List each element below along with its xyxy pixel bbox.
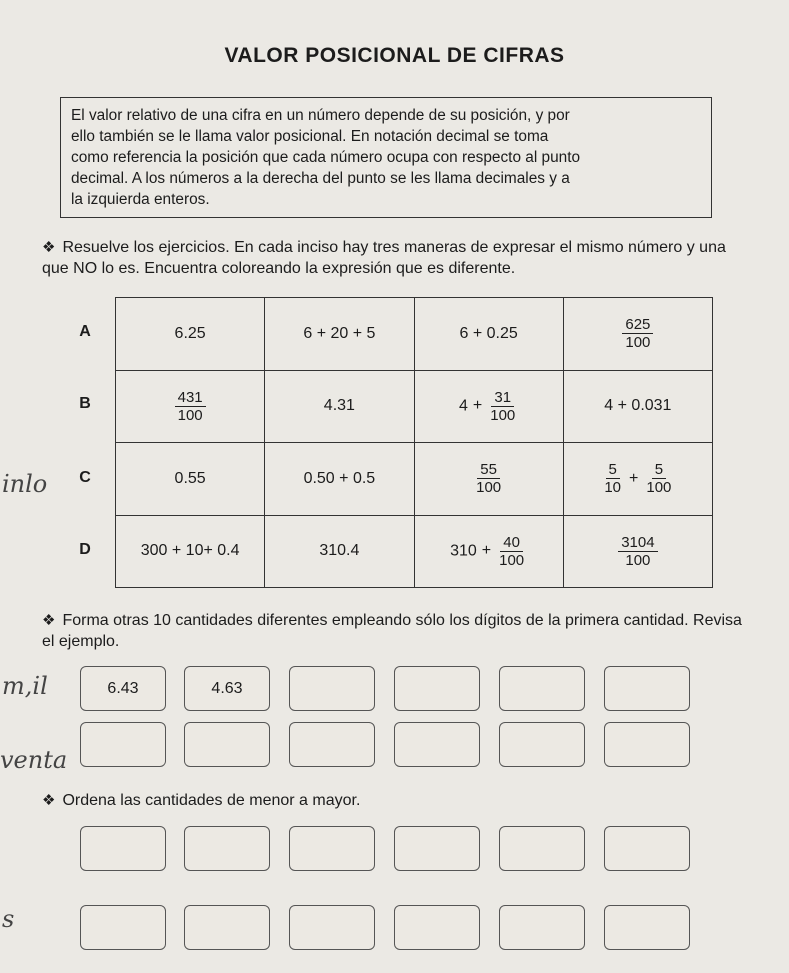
instruction-exercise-1: [42, 237, 742, 279]
margin-scribble: inlo: [2, 470, 48, 498]
order-box[interactable]: [184, 826, 270, 871]
fraction: $\frac{5}{10}$: [604, 461, 622, 497]
instruction-text: Resuelve los ejercicios. En cada inciso hay tres maneras de expresar el mismo número y una que NO lo es. Encuentra coloreando la expresión que es diferente.: [42, 239, 726, 277]
answer-box[interactable]: [394, 722, 480, 767]
grid-cell[interactable]: 310 + $\frac{40}{100}$: [414, 515, 563, 588]
intro-line: la izquierda enteros.: [71, 191, 210, 208]
fraction: $\frac{40}{100}$: [499, 533, 525, 569]
order-box[interactable]: [184, 905, 270, 950]
fraction: $\frac{431}{100}$: [175, 389, 206, 424]
intro-line: El valor relativo de una cifra en un número depende de su posición, y por: [71, 107, 570, 124]
grid-cell[interactable]: 300 + 10+ 0.4: [116, 515, 265, 588]
intro-line: ello también se le llama valor posicional. En notación decimal se toma: [71, 128, 549, 145]
grid-cell[interactable]: 310.4: [265, 515, 414, 588]
fraction: $\frac{31}{100}$: [490, 388, 516, 424]
order-box[interactable]: [499, 826, 585, 871]
instruction-exercise-3: [42, 790, 742, 811]
answer-box-example[interactable]: 4.63: [184, 666, 270, 711]
fraction: $\frac{3104}{100}$: [618, 534, 657, 569]
grid-cell[interactable]: 4 + 0.031: [563, 370, 712, 443]
grid-cell[interactable]: 4 + $\frac{31}{100}$: [414, 370, 563, 443]
answer-box[interactable]: [394, 666, 480, 711]
margin-scribble: m,il: [2, 672, 48, 700]
order-box[interactable]: [289, 826, 375, 871]
fraction: $\frac{55}{100}$: [476, 461, 502, 497]
intro-line: como referencia la posición que cada número ocupa con respecto al punto: [71, 149, 581, 166]
answer-box[interactable]: [80, 722, 166, 767]
grid-row-a: [116, 298, 713, 371]
grid-cell[interactable]: 0.55: [116, 443, 265, 516]
order-box[interactable]: [394, 826, 480, 871]
fraction: $\frac{5}{100}$: [646, 461, 672, 497]
instruction-text: Forma otras 10 cantidades diferentes empleando sólo los dígitos de la primera cantidad. Revisa el ejemplo.: [42, 612, 742, 650]
order-box[interactable]: [80, 905, 166, 950]
answer-box[interactable]: [184, 722, 270, 767]
answer-box[interactable]: [604, 722, 690, 767]
grid-cell[interactable]: [563, 515, 712, 588]
answer-box[interactable]: [289, 722, 375, 767]
grid-cell[interactable]: [563, 298, 712, 371]
grid-cell[interactable]: 0.50 + 0.5: [265, 443, 414, 516]
grid-cell[interactable]: 4.31: [265, 370, 414, 443]
order-box[interactable]: [394, 905, 480, 950]
grid-row-d: [116, 515, 713, 588]
grid-cell[interactable]: [414, 443, 563, 516]
answer-box[interactable]: [604, 666, 690, 711]
margin-scribble: venta: [0, 746, 68, 774]
order-box[interactable]: [289, 905, 375, 950]
row-label-d: D: [79, 541, 91, 558]
answer-box[interactable]: [499, 666, 585, 711]
answer-box[interactable]: [289, 666, 375, 711]
instruction-exercise-2: [42, 610, 742, 652]
exercise-grid: [115, 297, 713, 588]
intro-line: decimal. A los números a la derecha del punto se les llama decimales y a: [71, 170, 570, 187]
grid-cell[interactable]: $\frac{5}{10}$ + $\frac{5}{100}$: [563, 443, 712, 516]
order-box[interactable]: [499, 905, 585, 950]
answer-box[interactable]: [499, 722, 585, 767]
margin-scribble: s: [2, 905, 15, 933]
diamond-bullet-icon: ❖: [42, 792, 56, 809]
row-label-c: C: [79, 469, 91, 486]
grid-cell[interactable]: 6 + 20 + 5: [265, 298, 414, 371]
grid-cell[interactable]: 6.25: [116, 298, 265, 371]
order-box[interactable]: [604, 826, 690, 871]
page-title: VALOR POSICIONAL DE CIFRAS: [224, 44, 565, 67]
grid-row-c: [116, 443, 713, 516]
grid-cell[interactable]: 6 + 0.25: [414, 298, 563, 371]
order-box[interactable]: [80, 826, 166, 871]
instruction-text: Ordena las cantidades de menor a mayor.: [62, 792, 361, 809]
row-label-b: B: [79, 395, 91, 412]
grid-cell[interactable]: [116, 370, 265, 443]
intro-text-box: [60, 97, 712, 218]
grid-row-b: [116, 370, 713, 443]
diamond-bullet-icon: ❖: [42, 612, 56, 629]
answer-box-example[interactable]: 6.43: [80, 666, 166, 711]
row-label-a: A: [79, 323, 91, 340]
order-box[interactable]: [604, 905, 690, 950]
diamond-bullet-icon: ❖: [42, 239, 56, 256]
fraction: $\frac{625}{100}$: [622, 316, 653, 351]
